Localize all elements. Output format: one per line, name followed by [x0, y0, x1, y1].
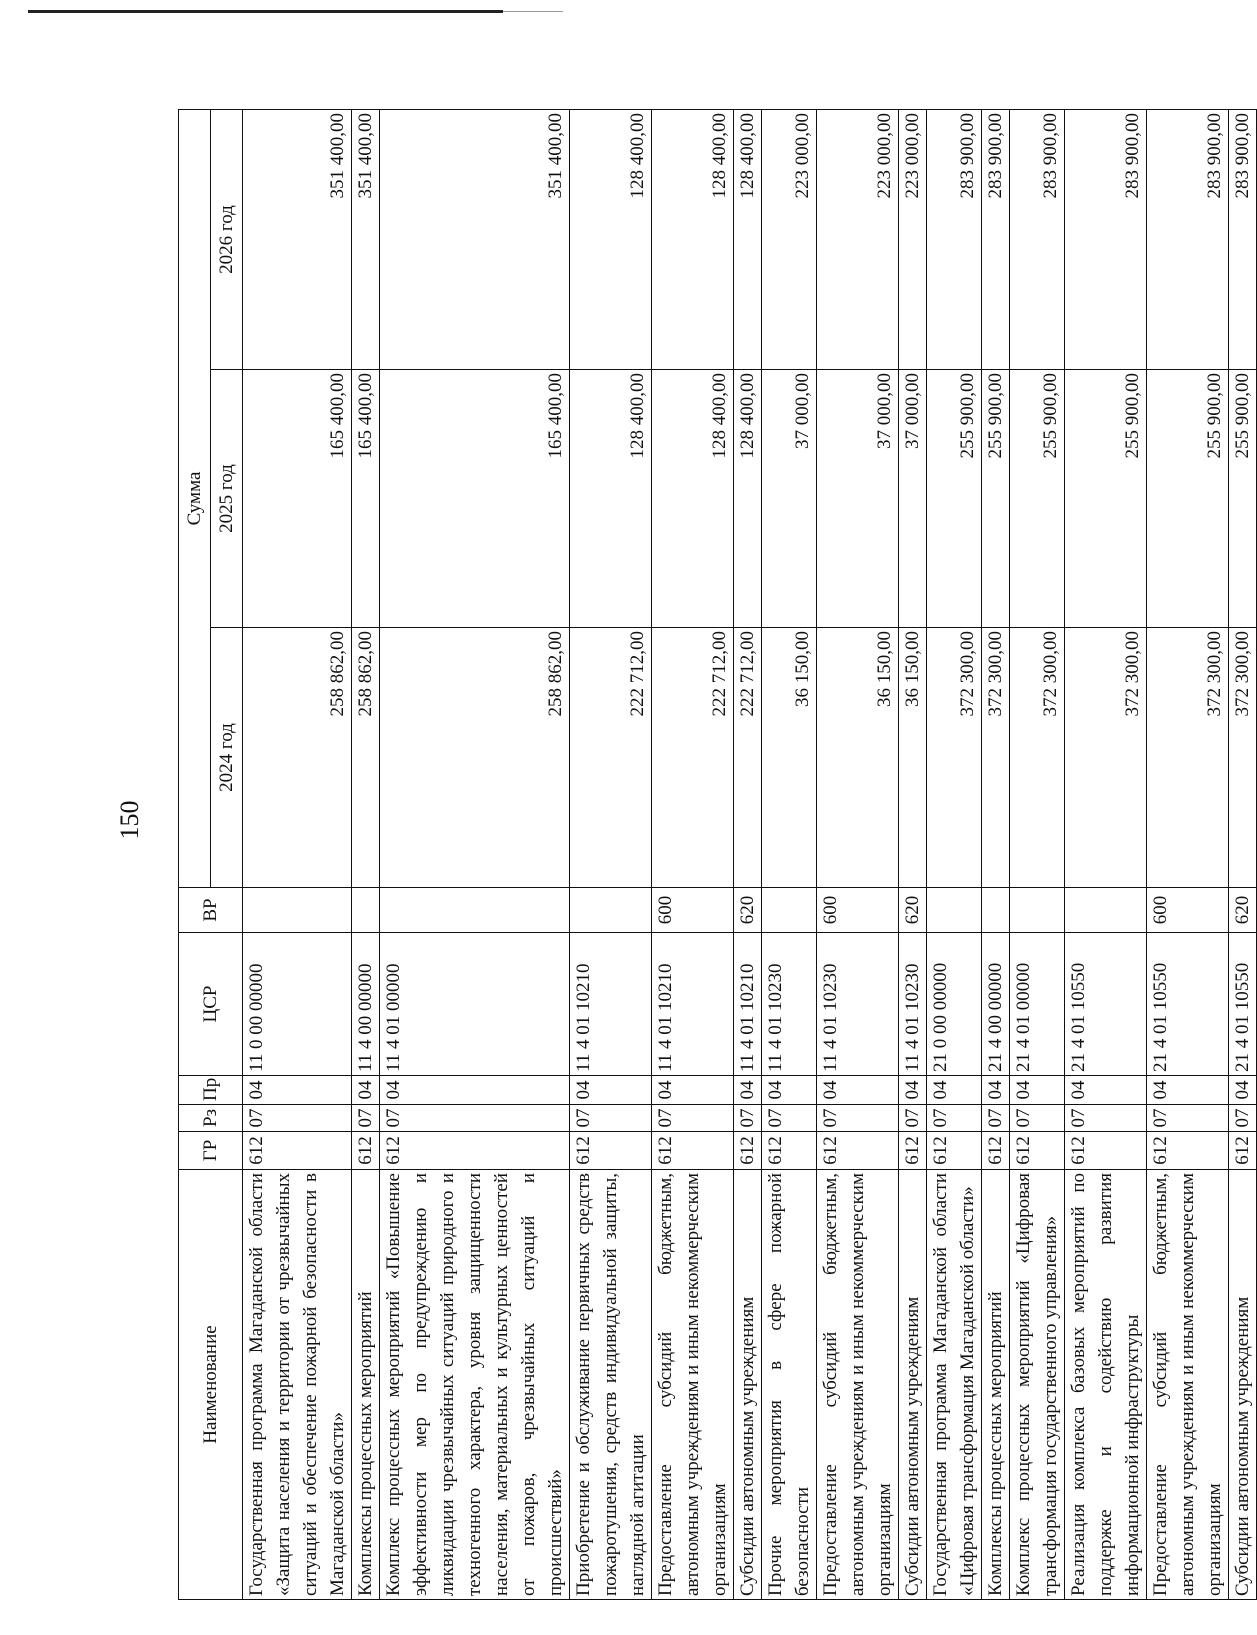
cell-csr: 11 4 01 00000: [380, 933, 570, 1076]
cell-pr: 04: [1229, 1076, 1257, 1105]
cell-gr: 612: [1229, 1132, 1257, 1170]
header-name: Наименование: [179, 1170, 243, 1600]
header-csr: ЦСР: [179, 933, 243, 1076]
table-row: [243, 109, 352, 1599]
cell-gr: 612: [899, 1132, 927, 1170]
cell-pr: 04: [734, 1076, 762, 1105]
cell-2026: 223 000,00: [899, 109, 927, 369]
cell-name: Предоставление субсидий бюджетным, автономным учреждениям и иным некоммерческим организациям: [1147, 1170, 1229, 1600]
cell-2026: 351 400,00: [352, 109, 380, 369]
cell-vr: 620: [1229, 888, 1257, 933]
cell-2024: 258 862,00: [352, 628, 380, 888]
header-summa: Сумма: [179, 109, 211, 887]
cell-csr: 21 4 00 00000: [982, 933, 1010, 1076]
table-row: [927, 109, 982, 1599]
cell-2024: 258 862,00: [243, 628, 352, 888]
cell-name: Предоставление субсидий бюджетным, автономным учреждениям и иным некоммерческим организациям: [652, 1170, 734, 1600]
cell-2025: 37 000,00: [762, 370, 817, 628]
cell-gr: 612: [380, 1132, 570, 1170]
table-row: [380, 109, 570, 1599]
cell-2026: 283 900,00: [927, 109, 982, 369]
cell-2024: 36 150,00: [817, 628, 899, 888]
cell-csr: 21 4 01 10550: [1065, 933, 1147, 1076]
cell-name: Комплексы процессных мероприятий: [352, 1170, 380, 1600]
header-gr: ГР: [179, 1132, 243, 1170]
cell-rz: 07: [570, 1105, 652, 1132]
cell-vr: [762, 888, 817, 933]
cell-pr: 04: [1010, 1076, 1065, 1105]
cell-2024: 222 712,00: [570, 628, 652, 888]
cell-vr: [352, 888, 380, 933]
table-row: [982, 109, 1010, 1599]
cell-2025: 255 900,00: [1065, 370, 1147, 628]
cell-2026: 283 900,00: [1010, 109, 1065, 369]
cell-gr: 612: [817, 1132, 899, 1170]
cell-gr: 612: [1147, 1132, 1229, 1170]
cell-2026: 283 900,00: [982, 109, 1010, 369]
cell-2025: 255 900,00: [1010, 370, 1065, 628]
cell-pr: 04: [762, 1076, 817, 1105]
cell-vr: 600: [652, 888, 734, 933]
cell-gr: 612: [734, 1132, 762, 1170]
cell-name: Комплекс процессных мероприятий «Цифровая трансформация государственного управления»: [1010, 1170, 1065, 1600]
cell-vr: [380, 888, 570, 933]
cell-pr: 04: [1065, 1076, 1147, 1105]
cell-pr: 04: [380, 1076, 570, 1105]
cell-csr: 11 4 00 00000: [352, 933, 380, 1076]
table-row: [817, 109, 899, 1599]
cell-csr: 21 4 01 10550: [1147, 933, 1229, 1076]
header-pr: Пр: [179, 1076, 243, 1105]
header-2026: 2026 год: [211, 109, 243, 369]
cell-name: Субсидии автономным учреждениям: [734, 1170, 762, 1600]
cell-name: Комплексы процессных мероприятий: [982, 1170, 1010, 1600]
cell-rz: 07: [652, 1105, 734, 1132]
cell-2025: 128 400,00: [734, 370, 762, 628]
cell-2025: 255 900,00: [1147, 370, 1229, 628]
cell-rz: 07: [1065, 1105, 1147, 1132]
cell-gr: 612: [1010, 1132, 1065, 1170]
cell-csr: 21 0 00 00000: [927, 933, 982, 1076]
cell-rz: 07: [762, 1105, 817, 1132]
cell-2025: 165 400,00: [352, 370, 380, 628]
cell-2024: 222 712,00: [734, 628, 762, 888]
cell-name: Субсидии автономным учреждениям: [1229, 1170, 1257, 1600]
table-row: [652, 109, 734, 1599]
cell-name: Прочие мероприятия в сфере пожарной безопасности: [762, 1170, 817, 1600]
cell-name: Государственная программа Магаданской области «Защита населения и территории от чрезвычайных ситуаций и обеспечение пожарной безопасности в Магаданской области»: [243, 1170, 352, 1600]
cell-name: Предоставление субсидий бюджетным, автономным учреждениям и иным некоммерческим организациям: [817, 1170, 899, 1600]
cell-gr: 612: [1065, 1132, 1147, 1170]
cell-name: Реализация комплекса базовых мероприятий по поддержке и содействию развития информационной инфраструктуры: [1065, 1170, 1147, 1600]
cell-rz: 07: [982, 1105, 1010, 1132]
cell-name: Комплекс процессных мероприятий «Повышение эффективности мер по предупреждению и ликвидации чрезвычайных ситуаций природного и техногенного характера, уровня защищенности населения, материальных и культурных ценностей от пожаров, чрезвычайных ситуаций и происшествий»: [380, 1170, 570, 1600]
cell-2026: 128 400,00: [652, 109, 734, 369]
cell-2026: 283 900,00: [1229, 109, 1257, 369]
cell-2024: 372 300,00: [1147, 628, 1229, 888]
cell-rz: 07: [1229, 1105, 1257, 1132]
cell-pr: 04: [899, 1076, 927, 1105]
cell-2024: 258 862,00: [380, 628, 570, 888]
cell-rz: 07: [927, 1105, 982, 1132]
cell-rz: 07: [352, 1105, 380, 1132]
table-body: [243, 109, 1257, 1599]
cell-2025: 128 400,00: [652, 370, 734, 628]
cell-rz: 07: [1010, 1105, 1065, 1132]
cell-vr: 600: [817, 888, 899, 933]
cell-pr: 04: [982, 1076, 1010, 1105]
cell-gr: 612: [243, 1132, 352, 1170]
cell-2024: 372 300,00: [1010, 628, 1065, 888]
cell-rz: 07: [734, 1105, 762, 1132]
cell-pr: 04: [927, 1076, 982, 1105]
cell-2024: 36 150,00: [762, 628, 817, 888]
cell-2025: 255 900,00: [1229, 370, 1257, 628]
cell-2025: 165 400,00: [380, 370, 570, 628]
cell-csr: 11 0 00 00000: [243, 933, 352, 1076]
cell-2024: 372 300,00: [982, 628, 1010, 888]
table-row: [352, 109, 380, 1599]
cell-vr: [1010, 888, 1065, 933]
cell-2026: 223 000,00: [817, 109, 899, 369]
page-number: 150: [115, 800, 144, 840]
cell-csr: 21 4 01 00000: [1010, 933, 1065, 1076]
header-2025: 2025 год: [211, 370, 243, 628]
cell-2026: 283 900,00: [1147, 109, 1229, 369]
cell-csr: 21 4 01 10550: [1229, 933, 1257, 1076]
cell-vr: [570, 888, 652, 933]
cell-2026: 223 000,00: [762, 109, 817, 369]
table-row: [1229, 109, 1257, 1599]
cell-gr: 612: [570, 1132, 652, 1170]
cell-name: Приобретение и обслуживание первичных средств пожаротушения, средств индивидуальной защиты, наглядной агитации: [570, 1170, 652, 1600]
cell-csr: 11 4 01 10230: [817, 933, 899, 1076]
cell-pr: 04: [570, 1076, 652, 1105]
cell-2025: 255 900,00: [982, 370, 1010, 628]
cell-vr: [982, 888, 1010, 933]
cell-rz: 07: [899, 1105, 927, 1132]
cell-name: Субсидии автономным учреждениям: [899, 1170, 927, 1600]
header-vr: ВР: [179, 888, 243, 933]
cell-rz: 07: [243, 1105, 352, 1132]
cell-pr: 04: [1147, 1076, 1229, 1105]
cell-gr: 612: [927, 1132, 982, 1170]
cell-gr: 612: [652, 1132, 734, 1170]
cell-2024: 372 300,00: [1065, 628, 1147, 888]
cell-gr: 612: [762, 1132, 817, 1170]
cell-vr: 620: [734, 888, 762, 933]
top-rule: [28, 10, 503, 13]
cell-2026: 128 400,00: [734, 109, 762, 369]
cell-pr: 04: [243, 1076, 352, 1105]
cell-2024: 36 150,00: [899, 628, 927, 888]
cell-vr: [1065, 888, 1147, 933]
cell-2025: 128 400,00: [570, 370, 652, 628]
cell-vr: [243, 888, 352, 933]
table-row: [1147, 109, 1229, 1599]
cell-csr: 11 4 01 10210: [734, 933, 762, 1076]
cell-pr: 04: [817, 1076, 899, 1105]
cell-vr: [927, 888, 982, 933]
budget-table: [178, 109, 1257, 1600]
cell-2025: 37 000,00: [899, 370, 927, 628]
cell-rz: 07: [380, 1105, 570, 1132]
table-row: [762, 109, 817, 1599]
cell-gr: 612: [982, 1132, 1010, 1170]
cell-vr: 620: [899, 888, 927, 933]
header-2024: 2024 год: [211, 628, 243, 888]
cell-rz: 07: [1147, 1105, 1229, 1132]
cell-2026: 351 400,00: [380, 109, 570, 369]
cell-2025: 255 900,00: [927, 370, 982, 628]
table-row: [1065, 109, 1147, 1599]
cell-pr: 04: [352, 1076, 380, 1105]
table-row: [570, 109, 652, 1599]
cell-name: Государственная программа Магаданской области «Цифровая трансформация Магаданской области»: [927, 1170, 982, 1600]
cell-gr: 612: [352, 1132, 380, 1170]
cell-csr: 11 4 01 10230: [899, 933, 927, 1076]
cell-csr: 11 4 01 10230: [762, 933, 817, 1076]
cell-2026: 283 900,00: [1065, 109, 1147, 369]
header-rz: Рз: [179, 1105, 243, 1132]
table-row: [734, 109, 762, 1599]
top-rule-faint: [503, 11, 563, 12]
table-row: [899, 109, 927, 1599]
cell-2026: 351 400,00: [243, 109, 352, 369]
cell-2024: 372 300,00: [1229, 628, 1257, 888]
cell-2025: 165 400,00: [243, 370, 352, 628]
cell-2025: 37 000,00: [817, 370, 899, 628]
cell-csr: 11 4 01 10210: [570, 933, 652, 1076]
cell-2026: 128 400,00: [570, 109, 652, 369]
cell-vr: 600: [1147, 888, 1229, 933]
cell-2024: 372 300,00: [927, 628, 982, 888]
table-row: [1010, 109, 1065, 1599]
cell-pr: 04: [652, 1076, 734, 1105]
cell-2024: 222 712,00: [652, 628, 734, 888]
cell-rz: 07: [817, 1105, 899, 1132]
cell-csr: 11 4 01 10210: [652, 933, 734, 1076]
rotated-table-container: [178, 110, 1253, 1600]
